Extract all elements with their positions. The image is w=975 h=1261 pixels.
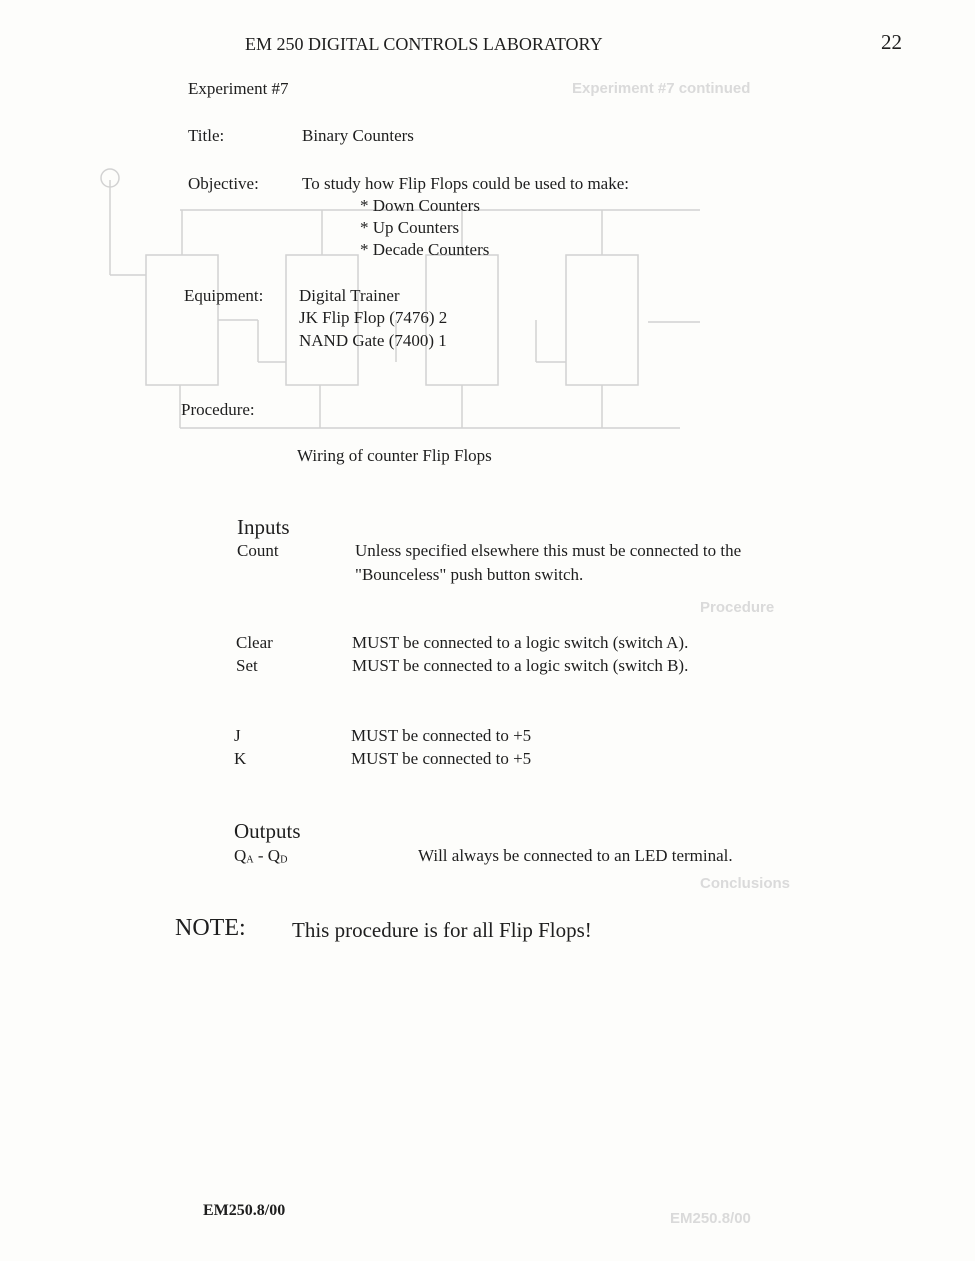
equipment-label: Equipment: xyxy=(184,286,264,305)
objective-item: * Up Counters xyxy=(360,218,460,237)
k-label: K xyxy=(234,749,247,768)
title-value: Binary Counters xyxy=(302,126,414,145)
svg-text:Procedure: Procedure xyxy=(700,599,775,616)
set-label: Set xyxy=(236,656,258,675)
outputs-heading: Outputs xyxy=(234,819,301,843)
equipment-item: Digital Trainer xyxy=(299,286,400,305)
set-text: MUST be connected to a logic switch (switch B). xyxy=(352,656,689,675)
objective-label: Objective: xyxy=(188,174,259,193)
outputs-label: $Q_A - Q_D$ xyxy=(234,846,288,866)
count-label: Count xyxy=(237,541,279,560)
clear-text: MUST be connected to a logic switch (switch A). xyxy=(352,633,689,652)
objective-item: * Down Counters xyxy=(360,196,480,215)
note-text: This procedure is for all Flip Flops! xyxy=(292,918,592,942)
svg-text:EM250.8/00: EM250.8/00 xyxy=(670,1210,751,1227)
j-label: J xyxy=(234,726,241,745)
inputs-heading: Inputs xyxy=(237,515,290,539)
svg-text:Experiment #7 continued: Experiment #7 continued xyxy=(572,80,751,97)
outputs-text: Will always be connected to an LED terminal. xyxy=(418,846,733,865)
page-number: 22 xyxy=(881,30,902,54)
objective-item: * Decade Counters xyxy=(360,240,490,259)
header-title: EM 250 DIGITAL CONTROLS LABORATORY xyxy=(245,34,603,54)
equipment-item: JK Flip Flop (7476) 2 xyxy=(299,308,448,327)
equipment-item: NAND Gate (7400) 1 xyxy=(299,331,447,350)
k-text: MUST be connected to +5 xyxy=(351,749,532,768)
footer-code: EM250.8/00 xyxy=(203,1202,286,1219)
procedure-label: Procedure: xyxy=(181,400,255,419)
note-label: NOTE: xyxy=(175,915,246,941)
objective-text: To study how Flip Flops could be used to make: xyxy=(302,174,629,193)
svg-text:Conclusions: Conclusions xyxy=(700,875,791,892)
count-text-line2: "Bounceless" push button switch. xyxy=(355,565,584,584)
clear-label: Clear xyxy=(236,633,273,652)
count-text-line1: Unless specified elsewhere this must be connected to the xyxy=(355,541,742,560)
j-text: MUST be connected to +5 xyxy=(351,726,532,745)
experiment-number: Experiment #7 xyxy=(188,79,289,98)
title-label: Title: xyxy=(188,126,225,145)
procedure-subtitle: Wiring of counter Flip Flops xyxy=(297,446,492,465)
